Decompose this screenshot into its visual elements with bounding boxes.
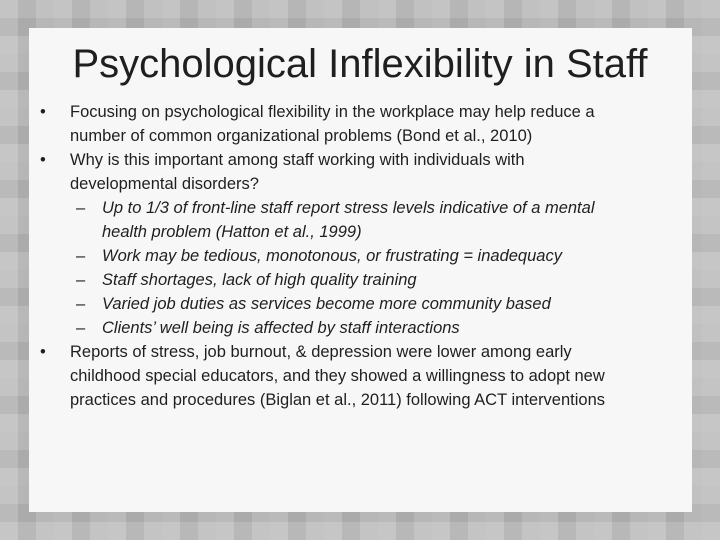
dash-marker: – xyxy=(76,295,86,313)
bullet-item xyxy=(0,148,630,340)
bullet-text: Focusing on psychological flexibility in the workplace may help reduce a number of common organizational problems (Bond et al., 2010) xyxy=(70,103,595,145)
dash-marker: – xyxy=(76,271,86,289)
sub-bullet-item xyxy=(0,316,622,340)
bullet-text: Reports of stress, job burnout, & depression were lower among early childhood special educators, and they showed a willingness to adopt new practices and procedures (Biglan et al., 2011) following ACT interventions xyxy=(70,343,606,409)
dash-marker: – xyxy=(76,247,86,265)
bullet-item xyxy=(0,100,630,148)
sub-bullet-text: Up to 1/3 of front-line staff report stress levels indicative of a mental health problem (Hatton et al., 1999) xyxy=(102,199,595,241)
sub-bullet-text: Varied job duties as services become more community based xyxy=(102,295,551,313)
bullet-marker: • xyxy=(40,103,46,121)
sub-bullet-item xyxy=(0,268,622,292)
sub-bullet-text: Clients’ well being is affected by staff interactions xyxy=(102,319,460,337)
sub-bullet-text: Staff shortages, lack of high quality training xyxy=(102,271,417,289)
dash-marker: – xyxy=(76,199,86,217)
bullet-item xyxy=(0,340,630,412)
bullet-text: Why is this important among staff working with individuals with developmental disorders? xyxy=(70,151,525,193)
bullet-marker: • xyxy=(40,343,46,361)
bullet-marker: • xyxy=(40,151,46,169)
sub-bullet-item xyxy=(0,244,622,268)
sub-bullet-item xyxy=(0,292,622,316)
sub-bullet-item xyxy=(0,196,622,244)
sub-bullet-text: Work may be tedious, monotonous, or frustrating = inadequacy xyxy=(102,247,562,265)
bullet-list xyxy=(0,100,720,412)
sub-bullet-list xyxy=(70,196,630,340)
dash-marker: – xyxy=(76,319,86,337)
slide-title: Psychological Inflexibility in Staff xyxy=(72,42,648,86)
